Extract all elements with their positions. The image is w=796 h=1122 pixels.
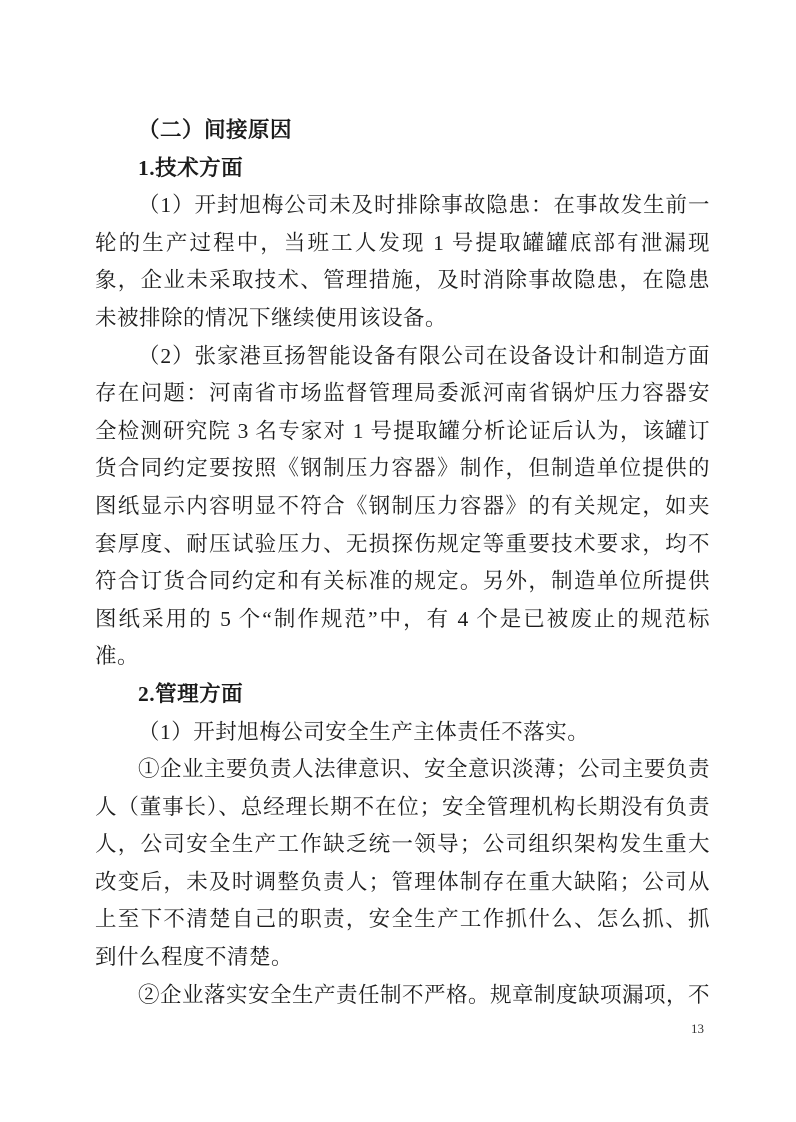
body-paragraph-technical-1: （1）开封旭梅公司未及时排除事故隐患：在事故发生前一轮的生产过程中，当班工人发现 1 号提取罐罐底部有泄漏现象，企业未采取技术、管理措施，及时消除事故隐患，在隐患未被排除的情况下继续使用该设备。 bbox=[95, 193, 710, 330]
body-paragraph-management-1a: ①企业主要负责人法律意识、安全意识淡薄；公司主要负责人（董事长）、总经理长期不在位；安全管理机构长期没有负责人，公司安全生产工作缺乏统一领导；公司组织架构发生重大改变后，未及时调整负责人；管理体制存在重大缺陷；公司从上至下不清楚自己的职责，安全生产工作抓什么、怎么抓、抓到什么程度不清楚。 bbox=[95, 757, 711, 970]
document-body bbox=[95, 112, 710, 1014]
subsection-heading-management-aspect: 2.管理方面 bbox=[138, 681, 244, 706]
section-heading-indirect-causes: （二）间接原因 bbox=[138, 118, 293, 142]
body-paragraph-technical-2: （2）张家港亘扬智能设备有限公司在设备设计和制造方面存在问题：河南省市场监督管理局委派河南省锅炉压力容器安全检测研究院 3 名专家对 1 号提取罐分析论证后认为，该罐订货合同约定要按照《钢制压力容器》制作，但制造单位提供的图纸显示内容明显不符合《钢制压力容器》的有关规定，如夹套厚度、耐压试验压力、无损探伤规定等重要技术要求，均不符合订货合同约定和有关标准的规定。另外，制造单位所提供图纸采用的 5 个“制作规范”中，有 4 个是已被废止的规范标准。 bbox=[95, 343, 710, 669]
page-number: 13 bbox=[691, 1021, 704, 1036]
body-paragraph-management-1: （1）开封旭梅公司安全生产主体责任不落实。 bbox=[138, 719, 590, 744]
body-paragraph-management-1b: ②企业落实安全生产责任制不严格。规章制度缺项漏项，不 bbox=[138, 982, 711, 1007]
subsection-heading-technical-aspect: 1.技术方面 bbox=[138, 155, 244, 180]
